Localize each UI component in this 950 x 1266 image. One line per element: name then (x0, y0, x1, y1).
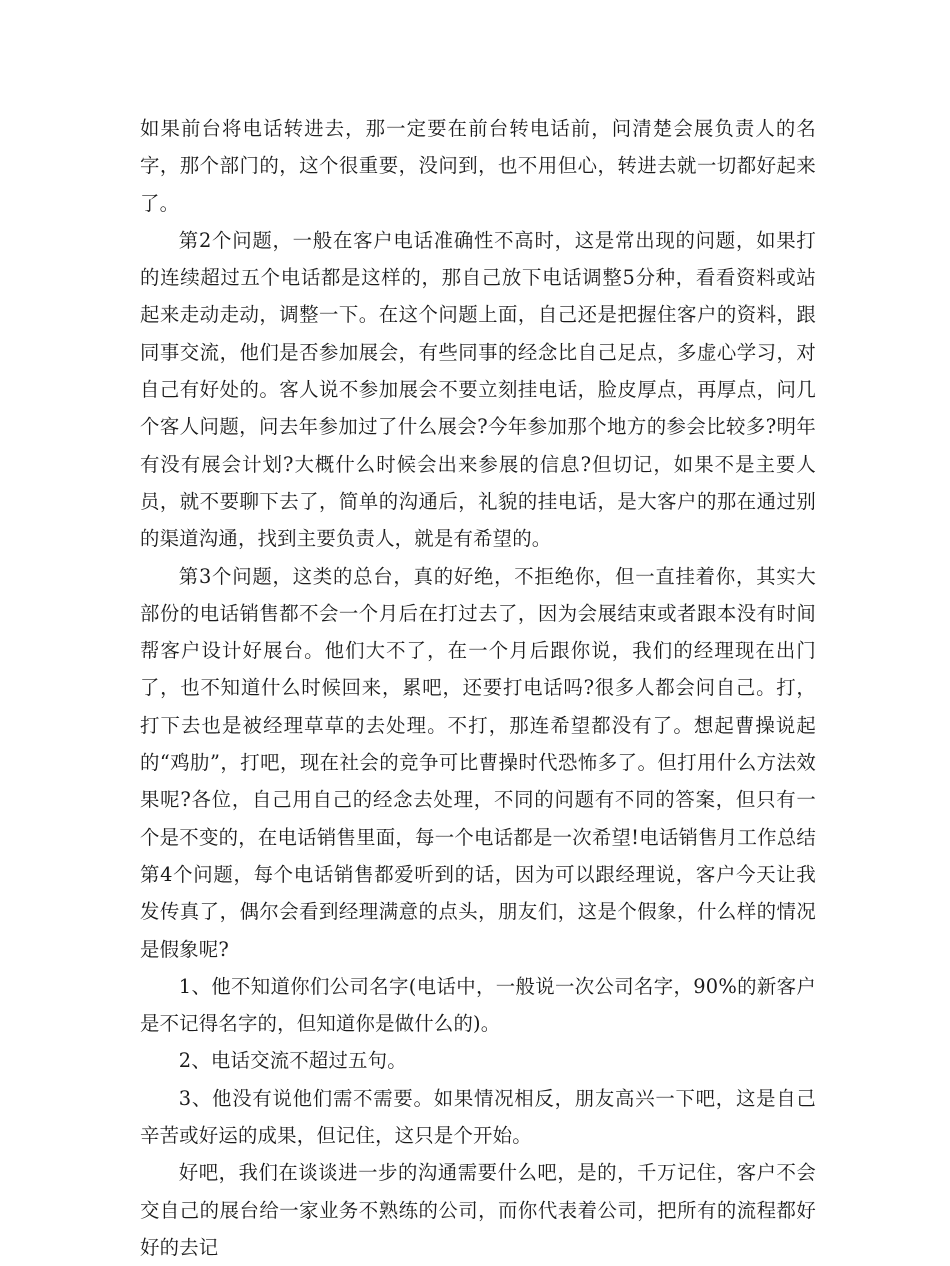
list-item-3: 3、他没有说他们需不需要。如果情况相反，朋友高兴一下吧，这是自己辛苦或好运的成果，但记住，这只是个开始。 (140, 1086, 816, 1148)
paragraph-question-3: 第3个问题，这类的总台，真的好绝，不拒绝你，但一直挂着你，其实大部份的电话销售都不会一个月后在打过去了，因为会展结束或者跟本没有时间帮客户设计好展台。他们大不了，在一个月后跟你说，我们的经理现在出门了，也不知道什么时候回来，累吧，还要打电话吗?很多人都会问自己。打，打下去也是被经理草草的去处理。不打，那连希望都没有了。想起曹操说起的“鸡肋”，打吧，现在社会的竞争可比曹操时代恐怖多了。但打用什么方法效果呢?各位，自己用自己的经念去处理，不同的问题有不同的答案，但只有一个是不变的，在电话销售里面，每一个电话都是一次希望!电话销售月工作总结第4个问题，每个电话销售都爱听到的话，因为可以跟经理说，客户今天让我发传真了，偶尔会看到经理满意的点头，朋友们，这是个假象，什么样的情况是假象呢? (140, 564, 816, 961)
paragraph-question-2: 第2个问题，一般在客户电话准确性不高时，这是常出现的问题，如果打的连续超过五个电话都是这样的，那自己放下电话调整5分种，看看资料或站起来走动走动，调整一下。在这个问题上面，自己还是把握住客户的资料，跟同事交流，他们是否参加展会，有些同事的经念比自己足点，多虚心学习，对自己有好处的。客人说不参加展会不要立刻挂电话，脸皮厚点，再厚点，问几个客人问题，问去年参加过了什么展会?今年参加那个地方的参会比较多?明年有没有展会计划?大概什么时候会出来参展的信息?但切记，如果不是主要人员，就不要聊下去了，简单的沟通后，礼貌的挂电话，是大客户的那在通过别的渠道沟通，找到主要负责人，就是有希望的。 (140, 228, 816, 551)
document-body (140, 110, 816, 1266)
paragraph-next-step: 好吧，我们在谈谈进一步的沟通需要什么吧，是的，千万记住，客户不会交自己的展台给一家业务不熟练的公司，而你代表着公司，把所有的流程都好好的去记 (140, 1161, 816, 1259)
paragraph-continuation: 如果前台将电话转进去，那一定要在前台转电话前，问清楚会展负责人的名字，那个部门的，这个很重要，没问到，也不用但心，转进去就一切都好起来了。 (140, 117, 816, 215)
list-item-2: 2、电话交流不超过五句。 (178, 1049, 407, 1073)
list-item-1: 1、他不知道你们公司名字(电话中，一般说一次公司名字，90%的新客户是不记得名字的，但知道你是做什么的)。 (140, 974, 816, 1036)
